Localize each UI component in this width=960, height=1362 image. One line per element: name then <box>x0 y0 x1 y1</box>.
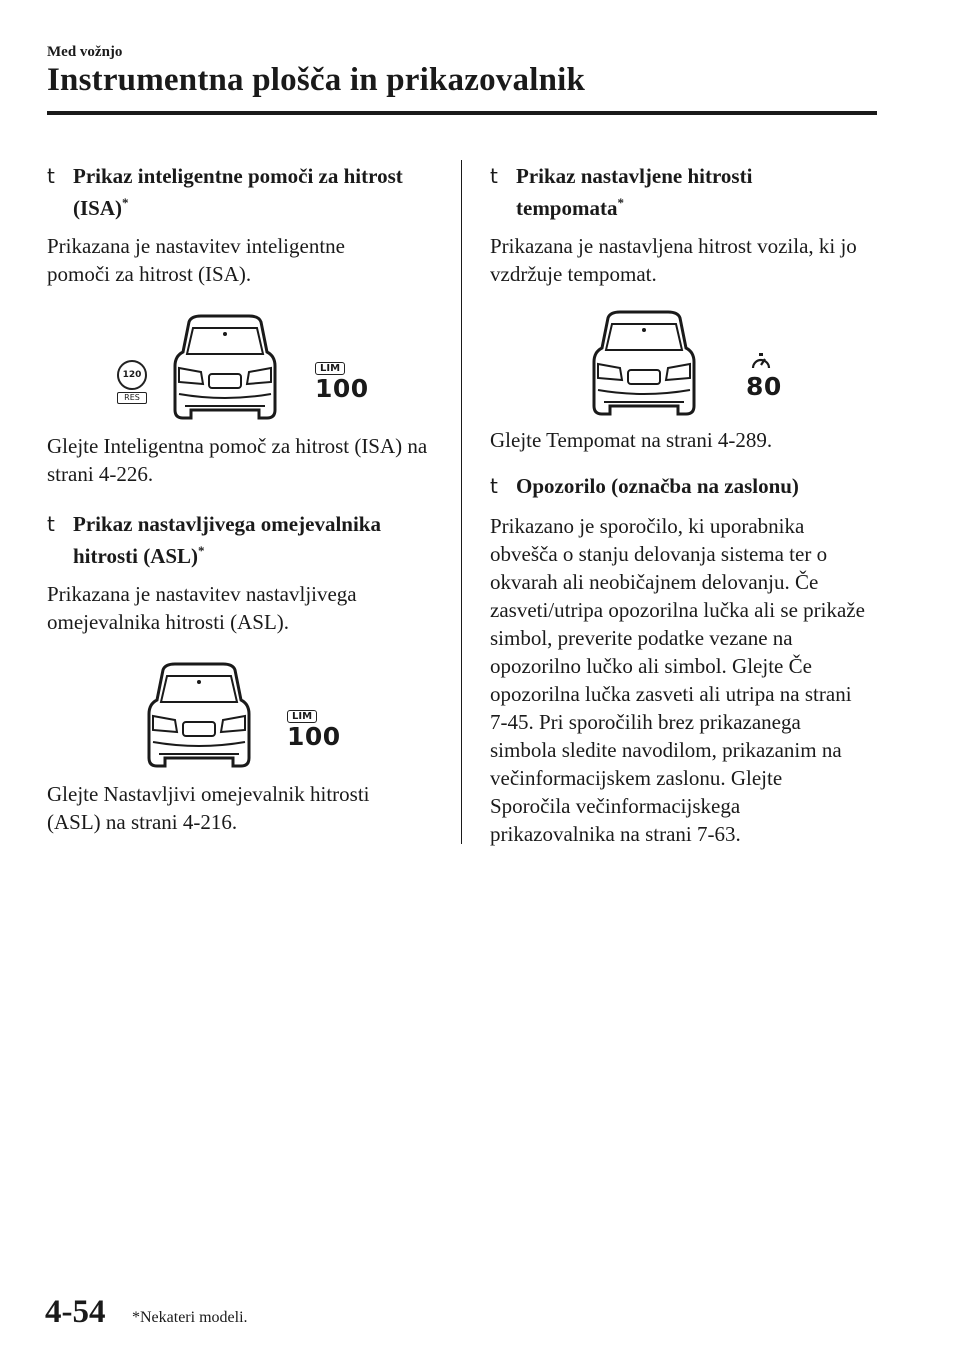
cruise-title: Prikaz nastavljene hitrosti tempomata <box>516 164 753 220</box>
footnote-marker: * <box>617 195 624 210</box>
bullet-icon: t <box>47 164 55 188</box>
asl-lim-badge <box>287 704 317 724</box>
asl-title: Prikaz nastavljivega omejevalnika hitrosti (ASL) <box>73 512 381 568</box>
header-rule <box>47 111 877 115</box>
asl-body: Prikazana je nastavitev nastavljivega omejevalnika hitrosti (ASL). <box>47 582 357 634</box>
asl-figure <box>47 662 447 774</box>
warning-heading <box>490 470 890 502</box>
car-rear-icon <box>145 662 253 770</box>
res-label: RES <box>117 392 147 404</box>
isa-speed: 100 <box>315 374 369 403</box>
right-column <box>490 160 890 848</box>
car-rear-icon <box>171 314 279 422</box>
warning-title: Opozorilo (označba na zaslonu) <box>516 474 799 498</box>
isa-res-badge <box>117 360 147 404</box>
bullet-icon: t <box>490 164 498 188</box>
page-title: Instrumentna plošča in prikazovalnik <box>47 62 586 98</box>
res-speed-sign: 120 <box>117 360 147 390</box>
cruise-speed: 80 <box>746 372 782 401</box>
bullet-icon: t <box>47 512 55 536</box>
isa-figure <box>47 314 447 426</box>
isa-title: Prikaz inteligentne pomoči za hitrost (ISA) <box>73 164 403 220</box>
footnote-marker: * <box>122 195 129 210</box>
isa-heading <box>47 160 447 224</box>
warning-body: Prikazano je sporočilo, ki uporabnika obvešča o stanju delovanja sistema ter o okvarah ali neobičajnem delovanju. Če zasveti/utripa opozorilna lučka ali se prikaže simbol, preverite podatke vezane na opozorilno lučko ali simbol. Glejte Če opozorilna lučka zasveti ali utripa na strani 7-45. Pri sporočilih brez prikazanega simbola sledite navodilom, prikazanim na večinformacijskem zaslonu. Glejte Sporočila večinformacijskega prikazovalnika na strani 7-63. <box>490 514 865 846</box>
footnote: *Nekateri modeli. <box>132 1309 248 1326</box>
isa-lim-badge <box>315 356 345 376</box>
cruise-body: Prikazana je nastavljena hitrost vozila, ki jo vzdržuje tempomat. <box>490 234 857 286</box>
footnote-marker: * <box>198 543 205 558</box>
cruise-reference: Glejte Tempomat na strani 4-289. <box>490 428 773 452</box>
lim-label: LIM <box>287 710 317 723</box>
cruise-heading <box>490 160 816 224</box>
asl-speed: 100 <box>287 722 341 751</box>
column-divider <box>461 160 462 844</box>
cruise-figure <box>490 310 890 422</box>
bullet-icon: t <box>490 474 498 498</box>
left-column <box>47 160 447 836</box>
cruise-speedometer-icon <box>750 352 772 374</box>
header-section: Med vožnjo <box>47 44 123 60</box>
car-rear-icon <box>590 310 698 418</box>
isa-reference: Glejte Inteligentna pomoč za hitrost (ISA) na strani 4-226. <box>47 434 428 486</box>
asl-reference: Glejte Nastavljivi omejevalnik hitrosti (ASL) na strani 4-216. <box>47 782 370 834</box>
page-number: 4-54 <box>45 1294 106 1330</box>
asl-heading <box>47 508 433 572</box>
isa-body: Prikazana je nastavitev inteligentne pomoči za hitrost (ISA). <box>47 234 345 286</box>
lim-label: LIM <box>315 362 345 375</box>
